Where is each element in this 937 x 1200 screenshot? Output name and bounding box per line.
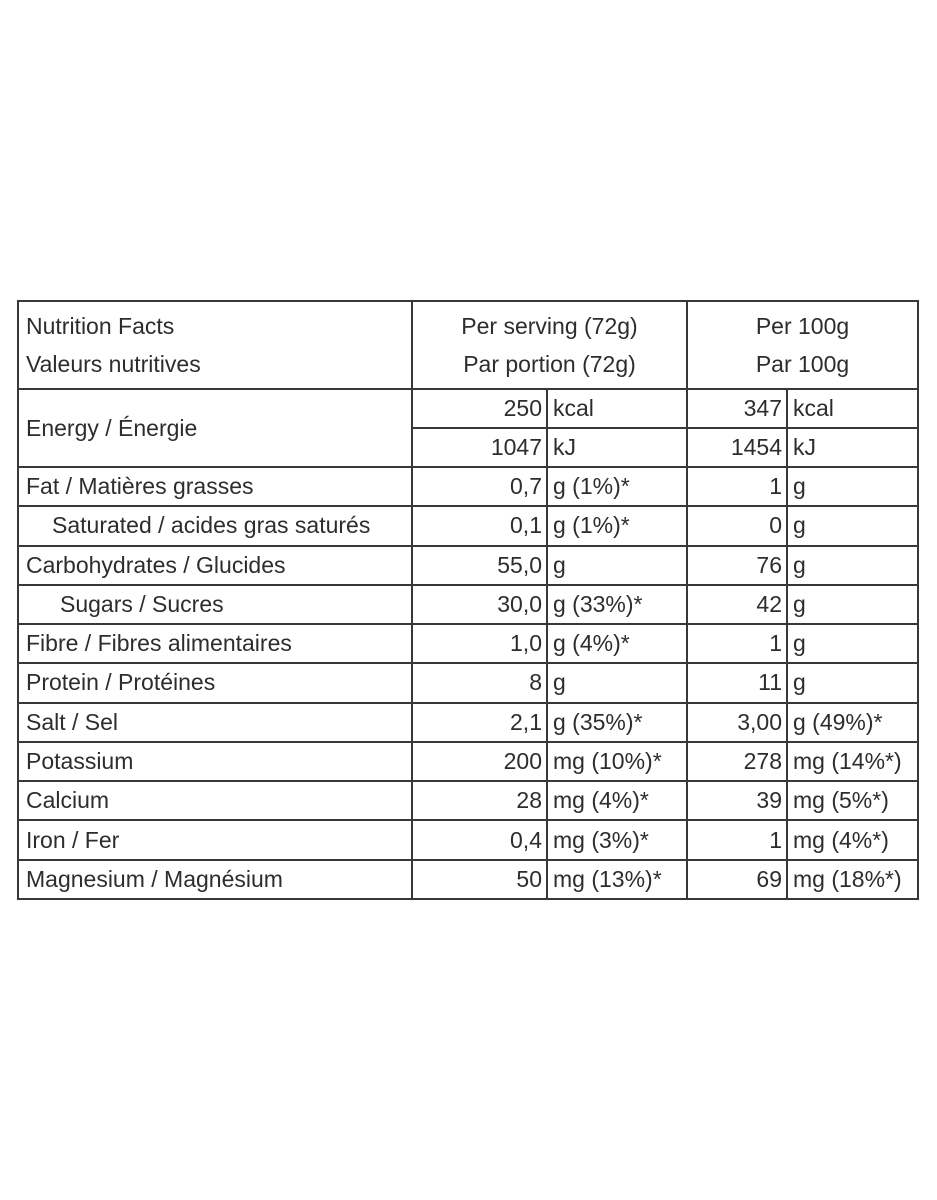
per100-value: 76 xyxy=(688,547,788,584)
nutrient-label: Salt / Sel xyxy=(19,704,413,741)
per100-unit: g xyxy=(793,669,806,696)
serving-unit: g (4%)* xyxy=(548,625,688,662)
serving-unit: kJ xyxy=(548,429,688,466)
per100-value: 1 xyxy=(688,468,788,505)
per100-value: 347 xyxy=(688,390,788,427)
per100-value: 42 xyxy=(688,586,788,623)
serving-value: 1,0 xyxy=(413,625,548,662)
nutrient-label: Fibre / Fibres alimentaires xyxy=(19,625,413,662)
nutrient-label: Carbohydrates / Glucides xyxy=(19,547,413,584)
table-row-fibre xyxy=(19,623,917,662)
serving-value: 200 xyxy=(413,743,548,780)
serving-unit: g (35%)* xyxy=(548,704,688,741)
nutrient-label: Sugars / Sucres xyxy=(19,586,413,623)
serving-value: 30,0 xyxy=(413,586,548,623)
serving-unit: mg (3%)* xyxy=(548,821,688,858)
per100-value: 278 xyxy=(688,743,788,780)
serving-value: 0,4 xyxy=(413,821,548,858)
nutrient-label: Magnesium / Magnésium xyxy=(19,861,413,898)
serving-unit: g (1%)* xyxy=(548,468,688,505)
per100-unit: g xyxy=(793,630,806,657)
nutrient-label: Calcium xyxy=(19,782,413,819)
per100-unit: mg (4%*) xyxy=(793,826,889,853)
serving-value: 1047 xyxy=(413,429,548,466)
per100-unit: mg (14%*) xyxy=(793,747,902,774)
energy-kcal-row xyxy=(413,390,917,427)
serving-value: 250 xyxy=(413,390,548,427)
serving-unit: mg (10%)* xyxy=(548,743,688,780)
nutrient-label: Fat / Matières grasses xyxy=(19,468,413,505)
per100-value: 3,00 xyxy=(688,704,788,741)
header-per-100g-en: Per 100g xyxy=(755,313,850,339)
header-title-fr: Valeurs nutritives xyxy=(26,351,201,377)
serving-value: 28 xyxy=(413,782,548,819)
serving-value: 2,1 xyxy=(413,704,548,741)
nutrient-label: Iron / Fer xyxy=(19,821,413,858)
per100-value: 1 xyxy=(688,821,788,858)
nutrient-label: Potassium xyxy=(19,743,413,780)
serving-value: 8 xyxy=(413,664,548,701)
per100-unit: g xyxy=(793,473,806,500)
serving-value: 50 xyxy=(413,861,548,898)
per100-value: 11 xyxy=(688,664,788,701)
per100-unit: mg (5%*) xyxy=(793,787,889,814)
table-row-saturated xyxy=(19,505,917,544)
nutrition-facts-table xyxy=(17,300,919,900)
per100-unit: g (49%)* xyxy=(793,708,883,735)
per100-unit: g xyxy=(793,551,806,578)
per100-unit: mg (18%*) xyxy=(793,865,902,892)
per100-unit: g xyxy=(793,512,806,539)
table-row-iron xyxy=(19,819,917,858)
serving-unit: g (1%)* xyxy=(548,507,688,544)
serving-value: 0,7 xyxy=(413,468,548,505)
nutrient-label: Energy / Énergie xyxy=(19,390,413,466)
serving-value: 0,1 xyxy=(413,507,548,544)
serving-unit: mg (4%)* xyxy=(548,782,688,819)
table-row-sugars xyxy=(19,584,917,623)
per100-value: 1 xyxy=(688,625,788,662)
table-header-row xyxy=(19,302,917,388)
header-per-serving-en: Per serving (72g) xyxy=(461,313,638,339)
serving-unit: g (33%)* xyxy=(548,586,688,623)
table-row-protein xyxy=(19,662,917,701)
per100-unit: kcal xyxy=(793,395,834,421)
serving-value: 55,0 xyxy=(413,547,548,584)
serving-unit: mg (13%)* xyxy=(548,861,688,898)
table-row-calcium xyxy=(19,780,917,819)
serving-unit: g xyxy=(548,547,688,584)
header-title-en: Nutrition Facts xyxy=(26,313,175,339)
serving-unit: kcal xyxy=(548,390,688,427)
header-title-cell xyxy=(19,302,413,388)
table-row-magnesium xyxy=(19,859,917,898)
header-per-serving-cell xyxy=(413,302,688,388)
header-per-100g-cell xyxy=(688,302,917,388)
table-row-carbohydrates xyxy=(19,545,917,584)
nutrient-label: Saturated / acides gras saturés xyxy=(19,507,413,544)
per100-value: 0 xyxy=(688,507,788,544)
nutrient-label: Protein / Protéines xyxy=(19,664,413,701)
table-row-salt xyxy=(19,702,917,741)
energy-values-grid xyxy=(413,390,917,466)
header-per-serving-fr: Par portion (72g) xyxy=(463,351,636,377)
energy-kj-row xyxy=(413,427,917,466)
table-row-fat xyxy=(19,466,917,505)
table-row-potassium xyxy=(19,741,917,780)
header-per-100g-fr: Par 100g xyxy=(755,351,850,377)
per100-unit: g xyxy=(793,590,806,617)
per100-value: 1454 xyxy=(688,429,788,466)
table-row-energy xyxy=(19,388,917,466)
per100-unit: kJ xyxy=(793,434,816,460)
serving-unit: g xyxy=(548,664,688,701)
per100-value: 69 xyxy=(688,861,788,898)
per100-value: 39 xyxy=(688,782,788,819)
